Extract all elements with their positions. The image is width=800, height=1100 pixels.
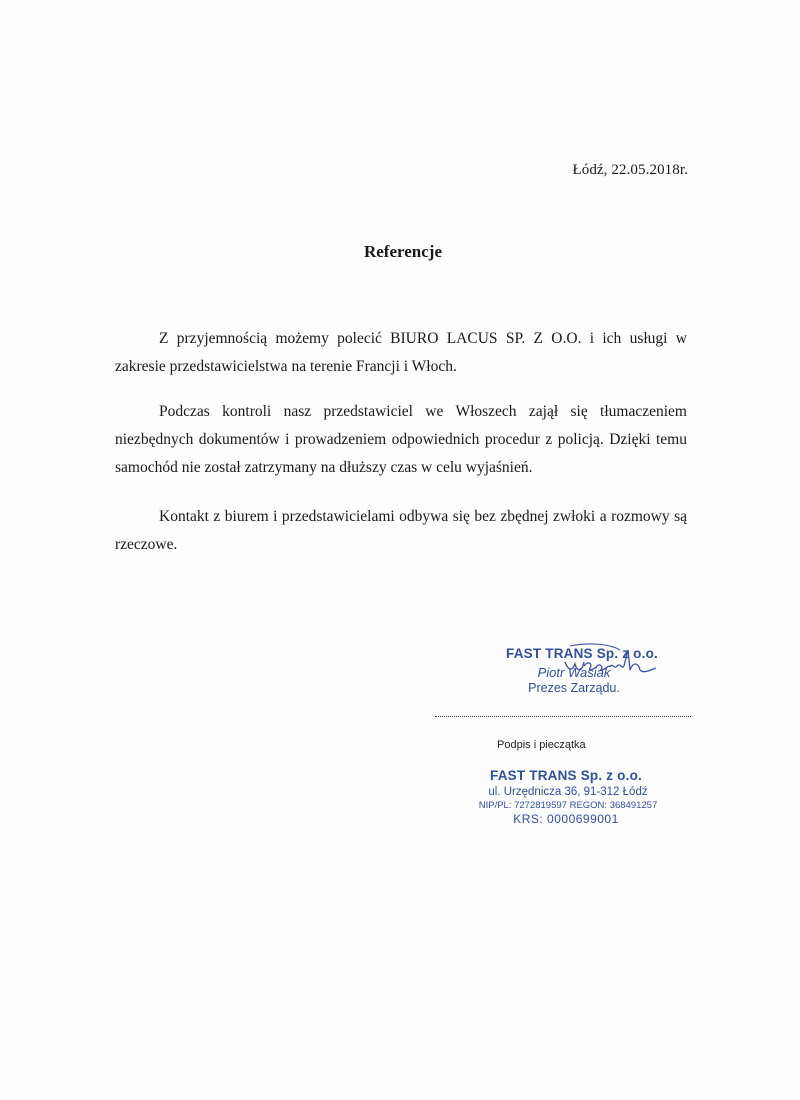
company-stamp-ids: NIP/PL: 7272819597 REGON: 368491257	[478, 800, 658, 811]
company-stamp-address: ul. Urzędnicza 36, 91-312 Łódź	[488, 786, 648, 798]
paragraph-1-text: Z przyjemnością możemy polecić BIURO LACUS SP. Z O.O. i ich usługi w zakresie przedstawicielstwa na terenie Francji i Włoch.	[115, 330, 687, 375]
paragraph-2-text: Podczas kontroli nasz przedstawiciel we Włoszech zajął się tłumaczeniem niezbędnych dokumentów i prowadzeniem odpowiednich procedur z policją. Dzięki temu samochód nie został zatrzymany na dłuższy czas w celu wyjaśnień.	[115, 403, 687, 476]
company-stamp	[430, 768, 690, 826]
signature-stamp-company: FAST TRANS Sp. z o.o.	[506, 646, 658, 661]
signature-label: Podpis i pieczątka	[497, 739, 586, 751]
signature-stamp-role: Prezes Zarządu.	[528, 681, 620, 695]
letter-date: Łódź, 22.05.2018r.	[572, 162, 688, 178]
paragraph-3	[115, 503, 687, 559]
paragraph-3-text: Kontakt z biurem i przedstawicielami odbywa się bez zbędnej zwłoki a rozmowy są rzeczowe.	[115, 508, 687, 553]
paragraph-1	[115, 325, 687, 381]
letter-title: Referencje	[363, 242, 443, 261]
paragraph-2	[115, 398, 687, 482]
company-stamp-name: FAST TRANS Sp. z o.o.	[490, 768, 642, 783]
handwritten-signature	[560, 640, 670, 690]
signature-line	[435, 716, 691, 717]
signature-stamp-person: Piotr Wasiak	[537, 665, 611, 680]
company-stamp-krs: KRS: 0000699001	[513, 812, 619, 826]
